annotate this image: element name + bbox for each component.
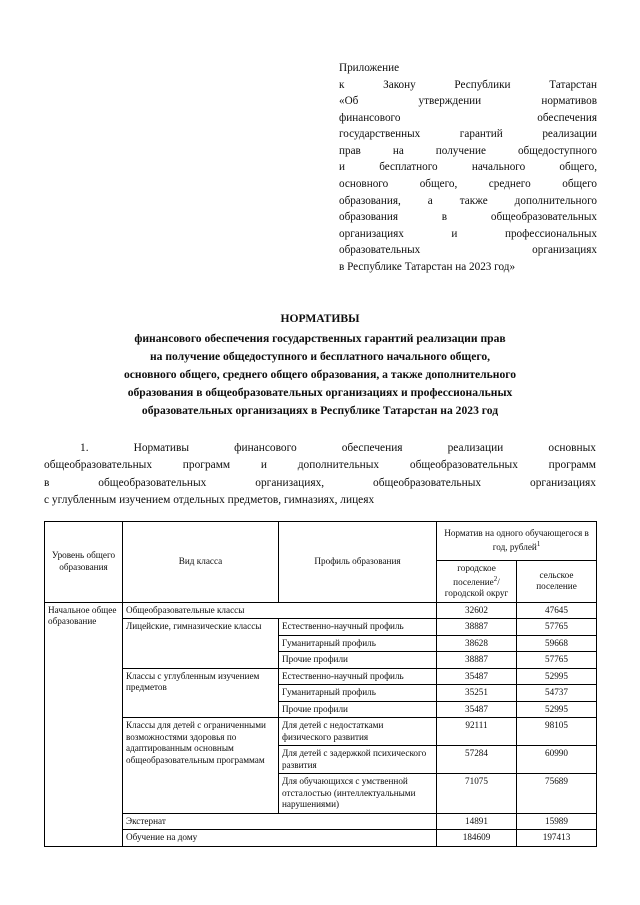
cell-profile: Гуманитарный профиль	[279, 685, 437, 702]
header-line: Приложение	[339, 62, 400, 74]
cell-rural: 197413	[517, 830, 597, 847]
cell-level: Начальное общее образование	[45, 602, 123, 846]
cell-kind: Экстернат	[123, 813, 437, 830]
appendix-header	[339, 60, 597, 276]
cell-city: 92111	[437, 718, 517, 746]
cell-city: 38887	[437, 619, 517, 636]
title-line: на получение общедоступного и бесплатного начального общего,	[149, 349, 491, 363]
cell-city: 35487	[437, 701, 517, 718]
footnote-marker-1: 1	[536, 539, 541, 548]
cell-rural: 57765	[517, 619, 597, 636]
cell-kind: Классы с углубленным изучением предметов	[123, 668, 279, 718]
header-line: образования в общеобразовательных	[339, 211, 597, 224]
cell-rural: 57765	[517, 652, 597, 669]
cell-profile: Прочие профили	[279, 701, 437, 718]
header-line: в Республике Татарстан на 2023 год»	[339, 260, 516, 273]
cell-kind: Обучение на дому	[123, 830, 437, 847]
cell-city: 38628	[437, 635, 517, 652]
cell-rural: 54737	[517, 685, 597, 702]
cell-city: 184609	[437, 830, 517, 847]
cell-city: 71075	[437, 774, 517, 814]
header-profile: Профиль образования	[279, 522, 437, 603]
paragraph-line-first	[44, 440, 596, 457]
header-norm-rural: сельское поселение	[517, 561, 597, 603]
header-norm-group-text: Норматив на одного обучающегося в год, рублей	[444, 528, 589, 553]
table-row	[45, 602, 597, 619]
paragraph-number: 1.	[80, 442, 89, 454]
title-line: основного общего, среднего общего образования, а также дополнительного	[123, 367, 517, 381]
cell-city: 35487	[437, 668, 517, 685]
header-norm-group	[437, 522, 597, 561]
cell-kind: Классы для детей с ограниченными возможностями здоровья по адаптированным основным общеобразовательным программам	[123, 718, 279, 814]
cell-rural: 52995	[517, 668, 597, 685]
paragraph-line: общеобразовательных программ и дополнительных общеобразовательных программ	[44, 459, 596, 472]
table-row	[45, 830, 597, 847]
paragraph-text: Нормативы финансового обеспечения реализации основных	[133, 442, 596, 454]
cell-rural: 59668	[517, 635, 597, 652]
header-line: прав на получение общедоступного	[339, 144, 597, 157]
header-line: «Об утверждении нормативов	[339, 95, 597, 108]
header-line: финансового обеспечения	[339, 111, 597, 124]
footnote-marker-2: 2	[493, 574, 498, 583]
header-line: образовательных организациях	[339, 244, 597, 257]
title-main: НОРМАТИВЫ	[280, 312, 360, 325]
title-line: образования в общеобразовательных организациях и профессиональных	[127, 385, 513, 399]
cell-rural: 52995	[517, 701, 597, 718]
cell-profile: Естественно-научный профиль	[279, 668, 437, 685]
header-norm-city-text: городское поселение	[453, 563, 496, 587]
table-row	[45, 619, 597, 636]
cell-city: 14891	[437, 813, 517, 830]
header-norm-city	[437, 561, 517, 603]
table-row	[45, 813, 597, 830]
cell-profile: Гуманитарный профиль	[279, 635, 437, 652]
cell-city: 57284	[437, 746, 517, 774]
header-line: государственных гарантий реализации	[339, 128, 597, 141]
header-line: образования, а также дополнительного	[339, 194, 597, 207]
section-paragraph	[44, 440, 596, 509]
cell-rural: 15989	[517, 813, 597, 830]
cell-rural: 75689	[517, 774, 597, 814]
cell-rural: 98105	[517, 718, 597, 746]
header-norm-city-tail: / городской округ	[444, 576, 509, 599]
table-row	[45, 718, 597, 746]
cell-profile: Для обучающихся с умственной отсталостью (интеллектуальными нарушениями)	[279, 774, 437, 814]
table-header-row	[45, 522, 597, 561]
cell-profile: Для детей с задержкой психического развития	[279, 746, 437, 774]
cell-rural: 47645	[517, 602, 597, 619]
header-line: основного общего, среднего общего	[339, 178, 597, 191]
paragraph-line: в общеобразовательных организациях, общеобразовательных организациях	[44, 476, 596, 489]
norms-table	[44, 521, 597, 847]
title-line: образовательных организациях в Республике Татарстан на 2023 год	[141, 403, 499, 417]
table-row	[45, 668, 597, 685]
cell-city: 35251	[437, 685, 517, 702]
header-kind: Вид класса	[123, 522, 279, 603]
title-line: финансового обеспечения государственных гарантий реализации прав	[134, 331, 506, 345]
cell-kind: Лицейские, гимназические классы	[123, 619, 279, 669]
cell-rural: 60990	[517, 746, 597, 774]
header-line: организациях и профессиональных	[339, 227, 597, 240]
cell-profile: Естественно-научный профиль	[279, 619, 437, 636]
document-title	[44, 310, 596, 420]
cell-kind: Общеобразовательные классы	[123, 602, 437, 619]
cell-city: 38887	[437, 652, 517, 669]
header-line: к Закону Республики Татарстан	[339, 78, 597, 91]
header-line: и бесплатного начального общего,	[339, 161, 597, 174]
cell-profile: Прочие профили	[279, 652, 437, 669]
cell-profile: Для детей с недостатками физического развития	[279, 718, 437, 746]
paragraph-line: с углубленным изучением отдельных предметов, гимназиях, лицеях	[44, 493, 375, 506]
header-level: Уровень общего образования	[45, 522, 123, 603]
cell-city: 32602	[437, 602, 517, 619]
